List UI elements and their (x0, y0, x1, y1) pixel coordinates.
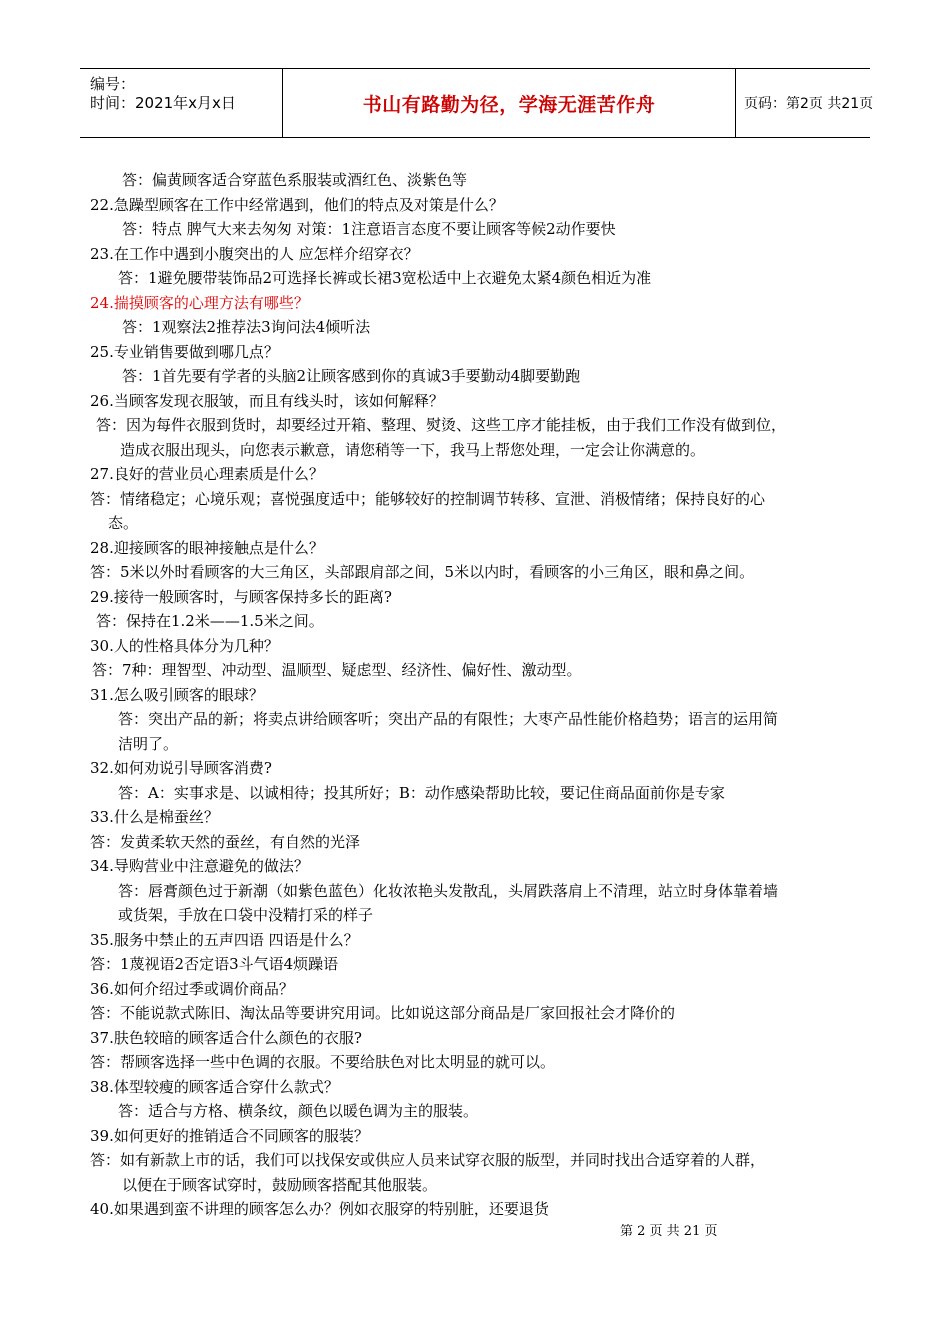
answer-line: 答：唇膏颜色过于新潮（如紫色蓝色）化妆浓艳头发散乱，头屑跌落肩上不清理，站立时身体靠着墙 (118, 881, 779, 900)
answer-continuation-line: 造成衣服出现头，向您表示歉意，请您稍等一下，我马上帮您处理，一定会让你满意的。 (120, 440, 706, 459)
answer-line: 答：因为每件衣服到货时，却要经过开箱、整理、熨烫、这些工序才能挂板，由于我们工作没有做到位， (96, 416, 787, 434)
question-line: 31.怎么吸引顾客的眼球？ (90, 685, 264, 704)
question-line: 25.专业销售要做到哪几点？ (90, 342, 279, 361)
question-line: 36.如何介绍过季或调价商品？ (90, 979, 294, 998)
header-motto-cell (283, 69, 736, 137)
answer-continuation-line: 洁明了。 (118, 734, 179, 753)
question-line: 29.接待一般顾客时，与顾客保持多长的距离? (90, 587, 392, 606)
answer-line: 答：7种：理智型、冲动型、温顺型、疑虑型、经济性、偏好性、激动型。 (92, 661, 582, 679)
page-footer: 第 2 页 共 21 页 (620, 1224, 718, 1239)
answer-line: 答：发黄柔软天然的蚕丝，有自然的光泽 (90, 832, 361, 851)
header-meta-cell (80, 69, 283, 137)
answer-line: 答：A：实事求是、以诚相待；投其所好；B：动作感染帮助比较，要记住商品面前你是专家 (118, 783, 725, 802)
answer-line: 答：1蔑视语2否定语3斗气语4烦躁语 (90, 955, 339, 973)
answer-line: 答：1避免腰带装饰品2可选择长裤或长裙3宽松适中上衣避免太紧4颜色相近为准 (118, 269, 652, 287)
question-line: 30.人的性格具体分为几种？ (90, 636, 279, 655)
question-line: 39.如何更好的推销适合不同顾客的服装？ (90, 1126, 369, 1145)
answer-line: 答：情绪稳定；心境乐观；喜悦强度适中；能够较好的控制调节转移、宣泄、消极情绪；保持良好的心 (90, 489, 766, 508)
answer-line: 答：1观察法2推荐法3询问法4倾听法 (122, 318, 371, 336)
answer-line: 答：如有新款上市的话，我们可以找保安或供应人员来试穿衣服的版型，并同时找出合适穿着的人群， (90, 1151, 766, 1169)
answer-line: 答：特点 脾气大来去匆匆 对策：1注意语言态度不要让顾客等候2动作要快 (122, 220, 616, 238)
answer-continuation-line: 或货架，手放在口袋中没精打采的样子 (118, 906, 374, 924)
answer-line: 答：帮顾客选择一些中色调的衣服。不要给肤色对比太明显的就可以。 (90, 1053, 556, 1071)
document-time-label: 时间：2021年x月x日 (90, 94, 236, 112)
question-line: 33.什么是棉蚕丝？ (90, 808, 219, 826)
question-line-highlighted: 24.揣摸顾客的心理方法有哪些？ (90, 293, 309, 312)
question-line: 26.当顾客发现衣服皱，而且有线头时，该如何解释？ (90, 391, 444, 410)
question-line: 37.肤色较暗的顾客适合什么颜色的衣服? (90, 1028, 362, 1047)
page-header (80, 68, 874, 138)
question-line: 22.急躁型顾客在工作中经常遇到，他们的特点及对策是什么？ (90, 195, 504, 214)
question-line: 27.良好的营业员心理素质是什么？ (90, 465, 324, 483)
question-line: 40.如果遇到蛮不讲理的顾客怎么办？例如衣服穿的特别脏，还要退货 (90, 1200, 549, 1218)
answer-continuation-line: 态。 (108, 514, 139, 532)
question-line: 23.在工作中遇到小腹突出的人 应怎样介绍穿衣？ (90, 244, 419, 263)
answer-line: 答：适合与方格、横条纹，颜色以暖色调为主的服装。 (118, 1102, 479, 1120)
question-line: 38.体型较瘦的顾客适合穿什么款式？ (90, 1077, 339, 1096)
answer-line: 答：保持在1.2米——1.5米之间。 (96, 612, 324, 630)
answer-line: 答：5米以外时看顾客的大三角区，头部跟肩部之间，5米以内时，看顾客的小三角区，眼和鼻之间。 (90, 563, 755, 581)
question-line: 32.如何劝说引导顾客消费? (90, 759, 272, 777)
answer-line: 答：不能说款式陈旧、淘汰品等要讲究用词。比如说这部分商品是厂家回报社会才降价的 (90, 1004, 676, 1022)
document-number-label: 编号： (90, 75, 136, 93)
answer-continuation-line: 以便在于顾客试穿时，鼓励顾客搭配其他服装。 (122, 1175, 438, 1194)
question-line: 35.服务中禁止的五声四语 四语是什么？ (90, 930, 359, 949)
question-line: 28.迎接顾客的眼神接触点是什么？ (90, 538, 324, 557)
header-page-info: 页码：第2页 共21页 (744, 96, 874, 112)
answer-line: 答：突出产品的新；将卖点讲给顾客听；突出产品的有限性；大枣产品性能价格趋势；语言的运用简 (118, 710, 779, 728)
answer-line: 答：1首先要有学者的头脑2让顾客感到你的真诚3手要勤动4脚要勤跑 (122, 367, 581, 385)
answer-line: 答：偏黄顾客适合穿蓝色系服装或酒红色、淡紫色等 (122, 171, 468, 189)
header-page-cell (736, 69, 878, 137)
header-motto: 书山有路勤为径，学海无涯苦作舟 (362, 93, 656, 116)
question-line: 34.导购营业中注意避免的做法？ (90, 857, 309, 875)
